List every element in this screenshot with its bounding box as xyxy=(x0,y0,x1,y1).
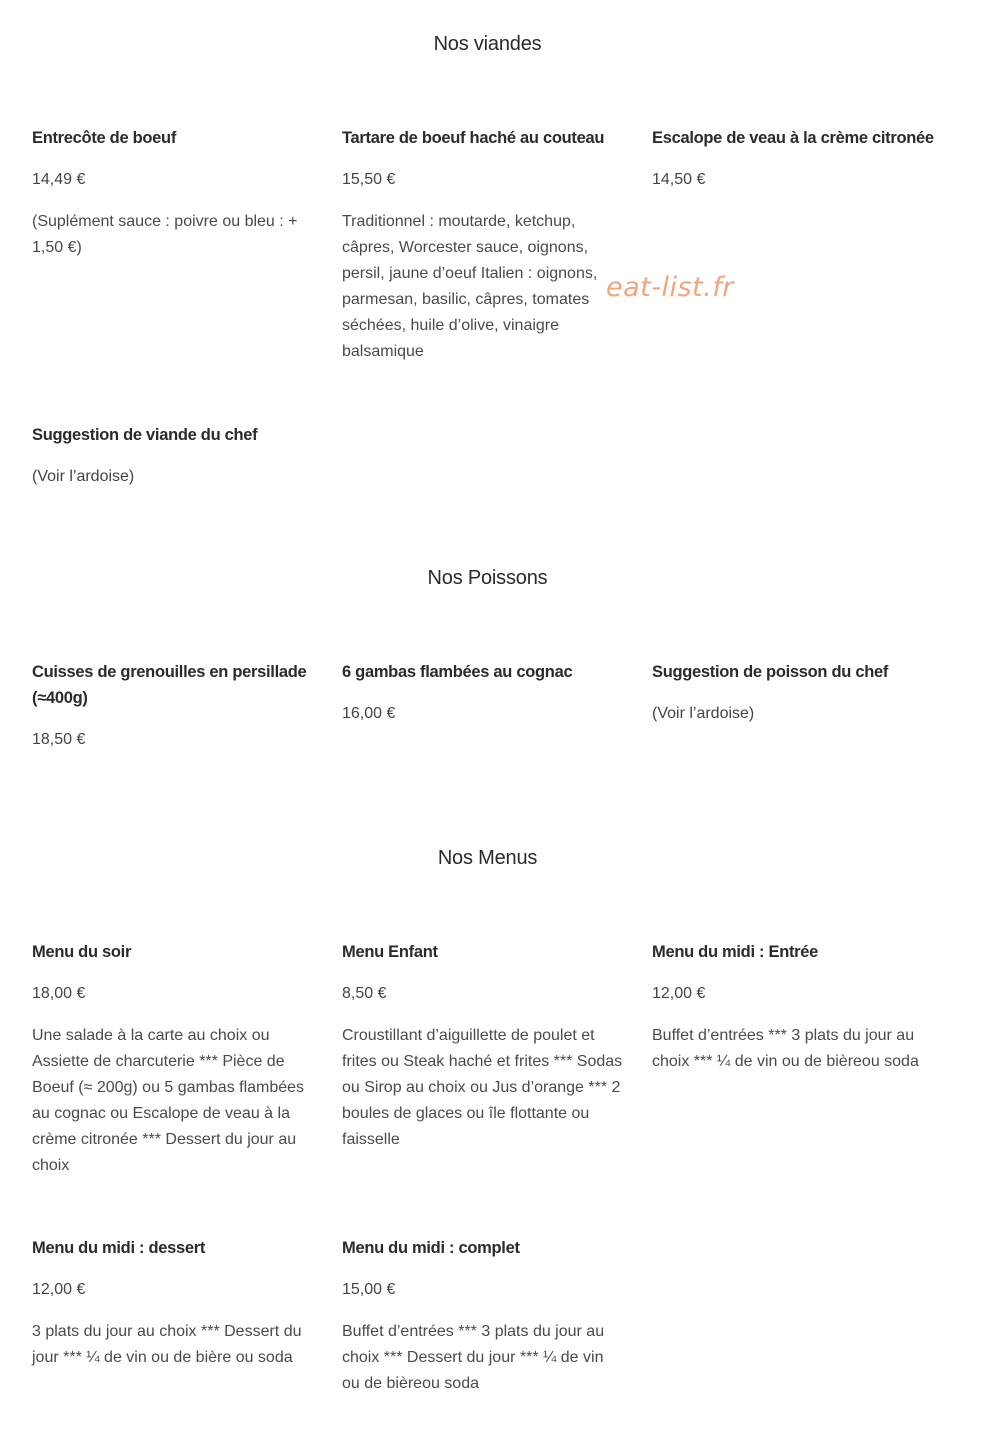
item-name: Entrecôte de boeuf xyxy=(32,129,177,147)
item-description: 3 plats du jour au choix *** Dessert du jour *** ¼ de vin ou de bière ou soda xyxy=(32,1323,302,1366)
item-price: 8,50 € xyxy=(342,985,387,1002)
menu-item-menu-soir xyxy=(32,939,314,1179)
menu-item-entrecote xyxy=(32,125,314,261)
item-description: Buffet d’entrées *** 3 plats du jour au choix *** Dessert du jour *** ¼ de vin ou de bièreou soda xyxy=(342,1323,605,1392)
item-name: Escalope de veau à la crème citronée xyxy=(652,129,934,147)
item-price: 18,00 € xyxy=(32,985,86,1002)
item-name: Menu du soir xyxy=(32,943,132,961)
menu-item-tartare xyxy=(342,125,624,365)
item-price: 14,49 € xyxy=(32,171,86,188)
item-price: 12,00 € xyxy=(32,1281,86,1298)
menu-item-suggestion-viande xyxy=(32,422,314,506)
item-name: Menu Enfant xyxy=(342,943,438,961)
item-price: 15,00 € xyxy=(342,1281,396,1298)
item-description: Traditionnel : moutarde, ketchup, câpres, Worcester sauce, oignons, persil, jaune d’oeuf Italien : oignons, parmesan, basilic, câpres, tomates séchées, huile d’olive, vinaigre balsamique xyxy=(342,213,598,360)
item-name: Menu du midi : Entrée xyxy=(652,943,819,961)
watermark: eat-list.fr xyxy=(606,272,734,303)
item-price: 14,50 € xyxy=(652,171,706,188)
menu-item-grenouilles xyxy=(32,659,314,769)
section-title-viandes: Nos viandes xyxy=(433,33,542,55)
menu-item-gambas xyxy=(342,659,624,743)
item-description: Buffet d’entrées *** 3 plats du jour au choix *** ¼ de vin ou de bièreou soda xyxy=(652,1027,919,1070)
item-price: 15,50 € xyxy=(342,171,396,188)
menu-item-suggestion-poisson xyxy=(652,659,934,743)
item-name: Suggestion de viande du chef xyxy=(32,426,258,444)
section-title-poissons: Nos Poissons xyxy=(427,567,548,589)
item-name: 6 gambas flambées au cognac xyxy=(342,663,573,681)
item-name: Cuisses de grenouilles en persillade (≈400g) xyxy=(32,663,307,707)
menu-item-menu-enfant xyxy=(342,939,624,1153)
item-name: Menu du midi : complet xyxy=(342,1239,520,1257)
menu-item-escalope xyxy=(652,125,934,209)
item-description: Une salade à la carte au choix ou Assiette de charcuterie *** Pièce de Boeuf (≈ 200g) ou 5 gambas flambées au cognac ou Escalope de veau à la crème citronée *** Dessert du jour au choix xyxy=(32,1027,305,1174)
item-description: Croustillant d’aiguillette de poulet et frites ou Steak haché et frites *** Sodas ou Sirop au choix ou Jus d’orange *** 2 boules de glaces ou île flottante ou faisselle xyxy=(342,1027,623,1148)
item-name: Menu du midi : dessert xyxy=(32,1239,206,1257)
item-price: (Voir l’ardoise) xyxy=(652,705,755,722)
item-name: Suggestion de poisson du chef xyxy=(652,663,889,681)
item-price: 18,50 € xyxy=(32,731,86,748)
menu-item-menu-midi-entree xyxy=(652,939,934,1075)
menu-item-menu-midi-complet xyxy=(342,1235,624,1397)
item-price: 16,00 € xyxy=(342,705,396,722)
item-name: Tartare de boeuf haché au couteau xyxy=(342,129,605,147)
section-title-menus: Nos Menus xyxy=(437,847,538,869)
item-description: (Suplément sauce : poivre ou bleu : + 1,50 €) xyxy=(32,213,298,256)
menu-item-menu-midi-dessert xyxy=(32,1235,314,1371)
item-price: (Voir l’ardoise) xyxy=(32,468,135,485)
item-price: 12,00 € xyxy=(652,985,706,1002)
